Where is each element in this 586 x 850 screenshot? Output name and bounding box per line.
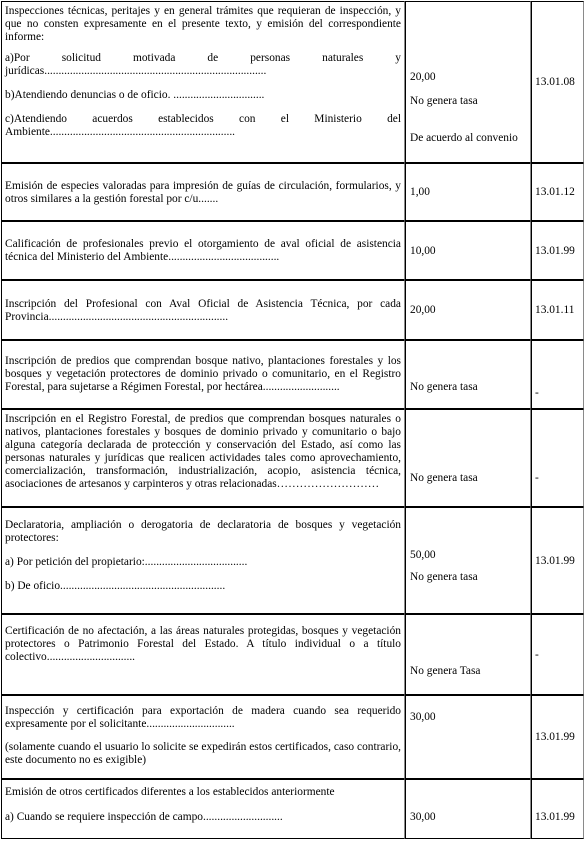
service-description xyxy=(1,695,405,779)
fee-value-a: 20,00 xyxy=(410,71,436,83)
budget-code-cell xyxy=(531,779,584,839)
fee-cell xyxy=(405,163,531,221)
service-intro: Emisión de otros certificados diferentes a los establecidos anteriormente xyxy=(5,786,335,798)
fee-cell xyxy=(405,1,531,163)
fee-cell xyxy=(405,221,531,280)
service-text: Emisión de especies valoradas para impresión de guías de circulación, formularios, y otros similares a la gestión forestal por c/u....... xyxy=(5,179,401,205)
service-intro: Declaratoria, ampliación o derogatoria de declaratoria de bosques y vegetación protectores: xyxy=(5,519,401,544)
table-row xyxy=(1,280,584,340)
table-row xyxy=(1,779,584,839)
budget-code: - xyxy=(535,648,539,661)
budget-code-cell xyxy=(531,221,584,280)
service-item-a: a)Por solicitud motivada de personas naturales y jurídicas.............................................................................. xyxy=(5,52,401,77)
service-note: (solamente cuando el usuario lo solicite se expedirán estos certificados, caso contrario, este documento no es exigible) xyxy=(5,741,401,766)
service-description xyxy=(1,779,405,839)
service-text: Inscripción de predios que comprendan bosque nativo, plantaciones forestales y los bosques y vegetación protectores de dominio privado o comunitario, en el Registro Forestal, para sujetarse a Régimen Forestal, por hectárea........................... xyxy=(5,355,401,393)
fee-value-a: 50,00 xyxy=(410,549,436,561)
table-row xyxy=(1,695,584,779)
fee-value: No genera tasa xyxy=(410,381,478,393)
budget-code-cell xyxy=(531,1,584,163)
table-row xyxy=(1,507,584,614)
service-text: Certificación de no afectación, a las áreas naturales protegidas, bosques y vegetación protectores o Patrimonio Forestal del Estado. A título individual o a título colectivo............................... xyxy=(5,625,401,663)
service-item-b: b)Atendiendo denuncias o de oficio. ................................ xyxy=(5,89,265,101)
table-row xyxy=(1,163,584,221)
fee-value-b: No genera tasa xyxy=(410,571,478,583)
fee-schedule-table xyxy=(1,1,584,839)
fee-value: 10,00 xyxy=(410,244,436,257)
service-description xyxy=(1,409,405,507)
fee-value: No genera Tasa xyxy=(410,665,481,677)
budget-code: 13.01.08 xyxy=(535,76,575,88)
budget-code-cell xyxy=(531,695,584,779)
service-text: Inscripción en el Registro Forestal, de predios que comprendan bosques naturales o nativos, plantaciones forestales y bosques de dominio privado y comunitario o bajo alguna categoría declarada de protección y conservación del Estado, así como las personas naturales y jurídicas que realicen actividades tales como aprovechamiento, comercialización, transformación, industrialización, acopio, asistencia técnica, asociaciones de artesanos y carpinteros y otras relacionadas……………………… xyxy=(5,413,401,490)
budget-code: 13.01.99 xyxy=(535,554,575,567)
service-item-b: b) De oficio.......................................................... xyxy=(5,580,226,592)
budget-code-cell xyxy=(531,614,584,695)
budget-code-cell xyxy=(531,507,584,614)
service-intro: Inspecciones técnicas, peritajes y en general trámites que requieran de inspección, y que no consten expresamente en el presente texto, y emisión del correspondiente informe: xyxy=(5,5,401,43)
service-text: Inscripción del Profesional con Aval Oficial de Asistencia Técnica, por cada Provincia............................................................... xyxy=(5,297,401,323)
budget-code-cell xyxy=(531,340,584,409)
service-text: Inspección y certificación para exportación de madera cuando sea requerido expresamente por el solicitante............................... xyxy=(5,705,401,730)
service-text: Calificación de profesionales previo el otorgamiento de aval oficial de asistencia técnica del Ministerio del Ambiente....................................... xyxy=(5,238,401,263)
service-description xyxy=(1,507,405,614)
service-description xyxy=(1,340,405,409)
fee-cell xyxy=(405,695,531,779)
budget-code: 13.01.11 xyxy=(535,304,575,316)
service-item-c: c)Atendiendo acuerdos establecidos con el Ministerio del Ambiente................................................................. xyxy=(5,113,401,138)
budget-code-cell xyxy=(531,163,584,221)
table-row xyxy=(1,340,584,409)
budget-code: 13.01.12 xyxy=(535,186,575,198)
budget-code: 13.01.99 xyxy=(535,811,575,823)
fee-value: 30,00 xyxy=(410,811,436,823)
fee-cell xyxy=(405,340,531,409)
table-row xyxy=(1,614,584,695)
service-description xyxy=(1,221,405,280)
budget-code: 13.01.99 xyxy=(535,244,575,257)
fee-value-b: No genera tasa xyxy=(410,95,478,107)
service-item-a: a) Por petición del propietario:.................................... xyxy=(5,556,248,568)
table-row xyxy=(1,1,584,163)
fee-cell xyxy=(405,614,531,695)
fee-value: 20,00 xyxy=(410,304,436,316)
fee-cell xyxy=(405,280,531,340)
fee-cell xyxy=(405,779,531,839)
fee-value: 1,00 xyxy=(410,186,430,198)
table-row xyxy=(1,221,584,280)
budget-code: - xyxy=(535,387,539,399)
fee-value: 30,00 xyxy=(410,711,436,723)
budget-code-cell xyxy=(531,280,584,340)
budget-code-cell xyxy=(531,409,584,507)
fee-value: No genera tasa xyxy=(410,472,478,484)
budget-code: - xyxy=(535,472,539,484)
service-description xyxy=(1,1,405,163)
service-item-a: a) Cuando se requiere inspección de campo............................ xyxy=(5,811,283,823)
table-row xyxy=(1,409,584,507)
service-description xyxy=(1,280,405,340)
service-description xyxy=(1,163,405,221)
budget-code: 13.01.99 xyxy=(535,731,575,743)
fee-value-c: De acuerdo al convenio xyxy=(410,132,518,144)
fee-cell xyxy=(405,507,531,614)
fee-cell xyxy=(405,409,531,507)
service-description xyxy=(1,614,405,695)
